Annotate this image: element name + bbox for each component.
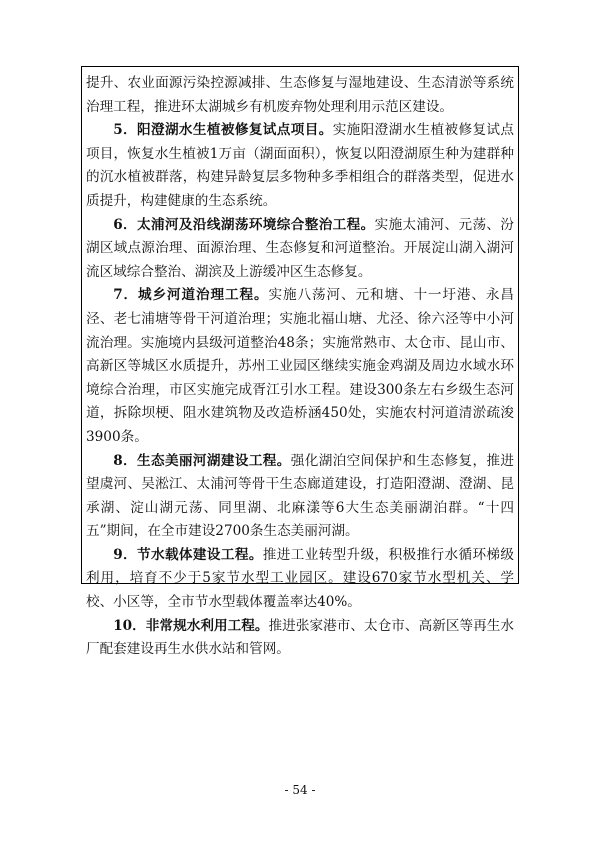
item-5-paragraph	[86, 119, 514, 213]
item-6-paragraph	[86, 214, 514, 285]
item-8-heading: 8．生态美丽河湖建设工程。	[113, 452, 291, 469]
item-10-paragraph	[86, 615, 514, 662]
item-5-body: 实施阳澄湖水生植被修复试点项目，恢复水生植被1万亩（湖面面积），恢复以阳澄湖原生种为建群种的沉水植被群落，构建异龄复层多物种多季相组合的群落类型，促进水质提升，构建健康的生态系统。	[86, 122, 514, 209]
item-10-body: 推进张家港市、太仓市、高新区等再生水厂配套建设再生水供水站和管网。	[86, 617, 515, 658]
continuation-paragraph: 提升、农业面源污染控源减排、生态修复与湿地建设、生态清淤等系统治理工程，推进环太湖城乡有机废弃物处理利用示范区建设。	[86, 75, 514, 115]
item-9-heading: 9．节水载体建设工程。	[113, 546, 263, 563]
item-6-body: 实施太浦河、元荡、汾湖区域点源治理、面源治理、生态修复和河道整治。开展淀山湖入湖河流区域综合整治、湖滨及上游缓冲区生态修复。	[86, 216, 514, 280]
item-9-body: 推进工业转型升级，积极推行水循环梯级利用，培育不少于5家节水型工业园区。建设670家节水型机关、学校、小区等，全市节水型载体覆盖率达40%。	[86, 546, 514, 611]
item-5-heading: 5．阳澄湖水生植被修复试点项目。	[113, 122, 333, 139]
item-6-heading: 6．太浦河及沿线湖荡环境综合整治工程。	[113, 216, 375, 233]
item-7-paragraph	[86, 284, 514, 449]
item-7-body: 实施八荡河、元和塘、十一圩港、永昌泾、老七浦塘等骨干河道治理；实施北福山塘、尤泾、徐六泾等中小河流治理。实施境内县级河道整治48条；实施常熟市、太仓市、昆山市、高新区等城区水质提升，苏州工业园区继续实施金鸡湖及周边水域水环境综合治理，市区实施完成胥江引水工程。建设300条左右乡级生态河道，拆除坝梗、阻水建筑物及改造桥涵450处，实施农村河道清淤疏浚3900条。	[86, 287, 514, 445]
item-7-heading: 7．城乡河道治理工程。	[113, 287, 269, 304]
page-number: - 54 -	[284, 783, 316, 797]
item-8-body: 强化湖泊空间保护和生态修复，推进望虞河、吴淞江、太浦河等骨干生态廊道建设，打造阳澄湖、澄湖、昆承湖、淀山湖元荡、同里湖、北麻漾等6大生态美丽湖泊群。“十四五”期间，在全市建设2700条生态美丽河湖。	[86, 452, 514, 540]
item-8-paragraph	[86, 450, 514, 544]
item-10-heading: 10．非常规水利用工程。	[113, 617, 269, 634]
item-9-paragraph	[86, 544, 514, 615]
content-box	[81, 66, 519, 658]
